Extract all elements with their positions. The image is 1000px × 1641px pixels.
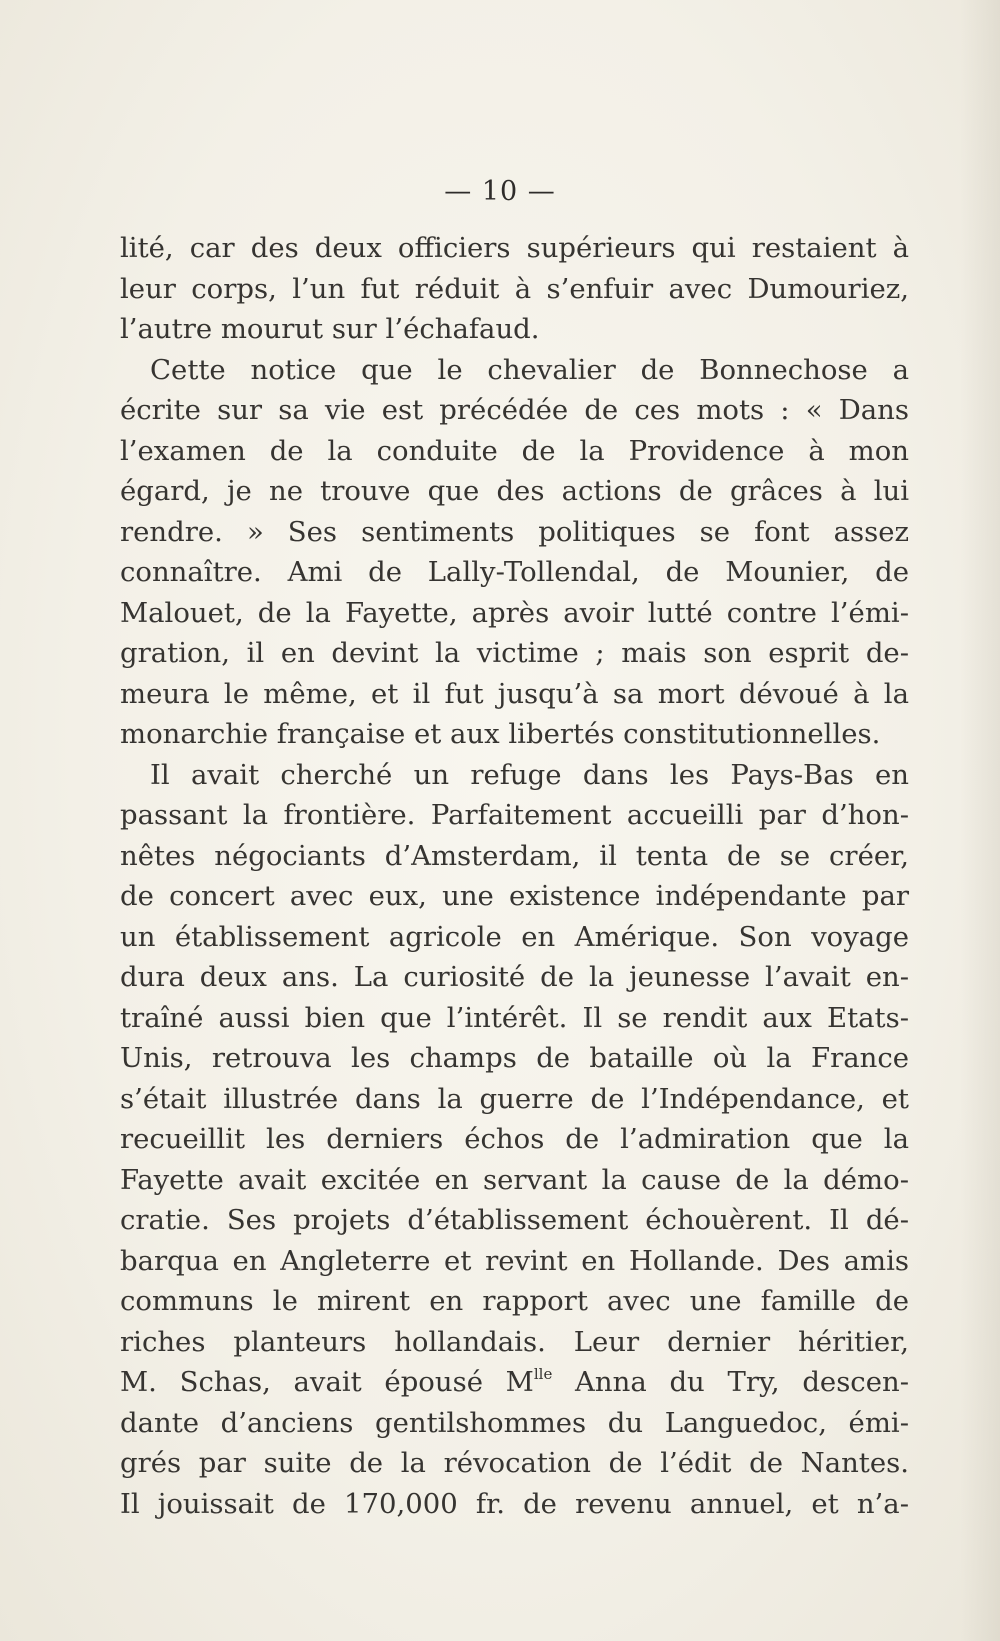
text-line: dante d’anciens gentilshommes du Languedoc, émi- (120, 1406, 909, 1439)
text-line: Il avait cherché un refuge dans les Pays-Bas en (150, 758, 909, 791)
text-line: de concert avec eux, une existence indépendante par (120, 880, 909, 912)
text-line: Unis, retrouva les champs de bataille où la France (120, 1042, 909, 1074)
text-segment: Anna du Try, descen- (552, 1366, 909, 1398)
text-line: grés par suite de la révocation de l’édit de Nantes. (120, 1447, 909, 1479)
text-line: Fayette avait excitée en servant la cause de la démo- (120, 1163, 909, 1196)
text-line: égard, je ne trouve que des actions de grâces à lui (120, 475, 909, 507)
page-edge-shadow (960, 0, 1000, 1641)
text-line: communs le mirent en rapport avec une famille de (120, 1285, 909, 1317)
text-line: l’examen de la conduite de la Providence à mon (120, 434, 909, 467)
text-line: leur corps, l’un fut réduit à s’enfuir avec Dumouriez, (120, 272, 909, 305)
text-line: un établissement agricole en Amérique. Son voyage (120, 920, 909, 953)
text-line: connaître. Ami de Lally-Tollendal, de Mounier, de (120, 556, 909, 588)
text-line: meura le même, et il fut jusqu’à sa mort dévoué à la (120, 677, 909, 710)
text-line: nêtes négociants d’Amsterdam, il tenta de se créer, (120, 839, 909, 872)
text-line: traîné aussi bien que l’intérêt. Il se rendit aux Etats- (120, 1001, 909, 1034)
text-line: lité, car des deux officiers supérieurs qui restaient à (120, 232, 909, 264)
text-line: riches planteurs hollandais. Leur dernier héritier, (120, 1325, 909, 1358)
text-line (120, 1362, 909, 1403)
body-text (120, 228, 909, 1524)
text-line: cratie. Ses projets d’établissement échouèrent. Il dé- (120, 1204, 909, 1236)
text-line: recueillit les derniers échos de l’admiration que la (120, 1123, 909, 1155)
text-line: gration, il en devint la victime ; mais son esprit de- (120, 637, 909, 669)
text-line: rendre. » Ses sentiments politiques se font assez (120, 515, 909, 548)
text-line: barqua en Angleterre et revint en Hollande. Des amis (120, 1244, 909, 1277)
text-line: passant la frontière. Parfaitement accueilli par d’hon- (120, 799, 909, 831)
superscript: lle (533, 1364, 553, 1383)
page-number: — 10 — (444, 176, 556, 207)
text-line: Malouet, de la Fayette, après avoir lutté contre l’émi- (120, 596, 909, 629)
text-segment: M. Schas, avait épousé M (120, 1366, 534, 1398)
text-line: s’était illustrée dans la guerre de l’Indépendance, et (120, 1082, 909, 1115)
text-line: Cette notice que le chevalier de Bonnechose a (150, 353, 909, 386)
text-line: écrite sur sa vie est précédée de ces mots : « Dans (120, 394, 909, 426)
text-line: Il jouissait de 170,000 fr. de revenu annuel, et n’a- (120, 1487, 909, 1520)
text-line: dura deux ans. La curiosité de la jeunesse l’avait en- (120, 961, 909, 993)
text-line: l’autre mourut sur l’échafaud. (120, 313, 540, 345)
text-line: monarchie française et aux libertés constitutionnelles. (120, 718, 881, 750)
